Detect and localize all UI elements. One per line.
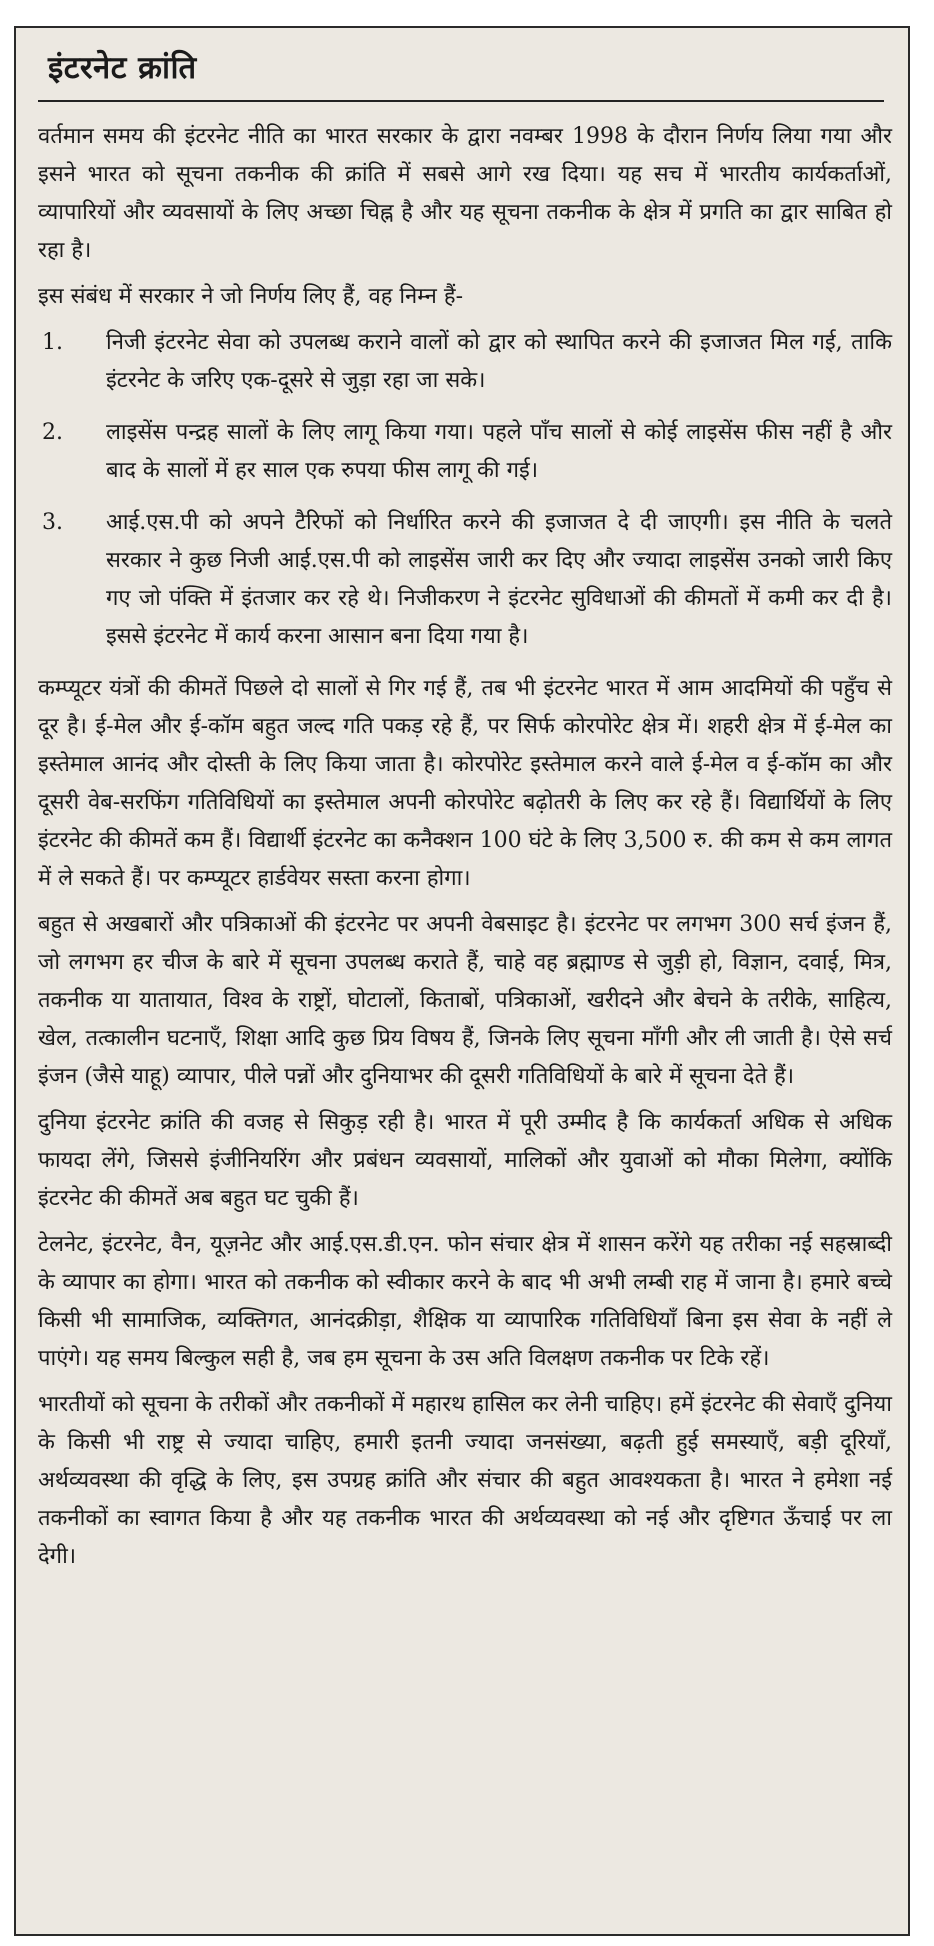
body-paragraph: टेलनेट, इंटरनेट, वैन, यूज़नेट और आई.एस.डी.एन. फोन संचार क्षेत्र में शासन करेंगे यह तरीका नई सहस्राब्दी के व्यापार का होगा। भारत को तकनीक को स्वीकार करने के बाद भी अभी लम्बी राह में जाना है। हमारे बच्चे किसी भी सामाजिक, व्यक्तिगत, आनंदक्रीड़ा, शैक्षिक या व्यापारिक गतिविधियाँ बिना इस सेवा के नहीं ले पाएंगे। यह समय बिल्कुल सही है, जब हम सूचना के उस अति विलक्षण तकनीक पर टिके रहें। — [38, 1232, 892, 1371]
list-item — [38, 504, 892, 656]
page-title: इंटरनेट क्रांति — [48, 50, 197, 86]
list-intro-paragraph: इस संबंध में सरकार ने जो निर्णय लिए हैं, वह निम्न हैं- — [38, 284, 464, 309]
list-item-text: निजी इंटरनेट सेवा को उपलब्ध कराने वालों को द्वार को स्थापित करने की इजाजत मिल गई, ताकि इंटरनेट के जरिए एक-दूसरे से जुड़ा रहा जा सके। — [106, 330, 892, 393]
list-item-text: आई.एस.पी को अपने टैरिफों को निर्धारित करने की इजाजत दे दी जाएगी। इस नीति के चलते सरकार ने कुछ निजी आई.एस.पी को लाइसेंस जारी कर दिए और ज्यादा लाइसेंस उनको जारी किए गए जो पंक्ति में इंतजार कर रहे थे। निजीकरण ने इंटरनेट सुविधाओं की कीमतों में कमी कर दी है। इससे इंटरनेट में कार्य करना आसान बना दिया गया है। — [106, 510, 892, 649]
decision-list — [38, 324, 892, 656]
list-item-number: 2. — [42, 420, 63, 445]
title-underline — [38, 100, 884, 102]
scanned-page — [14, 26, 910, 1936]
list-item — [38, 414, 892, 490]
list-item-text: लाइसेंस पन्द्रह सालों के लिए लागू किया गया। पहले पाँच सालों से कोई लाइसेंस फीस नहीं है और बाद के सालों में हर साल एक रुपया फीस लागू की गई। — [106, 420, 892, 483]
list-item — [38, 324, 892, 400]
intro-paragraph: वर्तमान समय की इंटरनेट नीति का भारत सरकार के द्वारा नवम्बर 1998 के दौरान निर्णय लिया गया और इसने भारत को सूचना तकनीक की क्रांति में सबसे आगे रख दिया। यह सच में भारतीय कार्यकर्ताओं, व्यापारियों और व्यवसायों के लिए अच्छा चिह्न है और यह सूचना तकनीक के क्षेत्र में प्रगति का द्वार साबित हो रहा है। — [38, 124, 892, 263]
body-paragraph: कम्प्यूटर यंत्रों की कीमतें पिछले दो सालों से गिर गई हैं, तब भी इंटरनेट भारत में आम आदमियों की पहुँच से दूर है। ई-मेल और ई-कॉम बहुत जल्द गति पकड़ रहे हैं, पर सिर्फ कोरपोरेट क्षेत्र में। शहरी क्षेत्र में ई-मेल का इस्तेमाल आनंद और दोस्ती के लिए किया जाता है। कोरपोरेट इस्तेमाल करने वाले ई-मेल व ई-कॉम का और दूसरी वेब-सरफिंग गतिविधियों का इस्तेमाल अपनी कोरपोरेट बढ़ोतरी के लिए कर रहे हैं। विद्यार्थियों के लिए इंटरनेट की कीमतें कम हैं। विद्यार्थी इंटरनेट का कनैक्शन 100 घंटे के लिए 3,500 रु. की कम से कम लागत में ले सकते हैं। पर कम्प्यूटर हार्डवेयर सस्ता करना होगा। — [38, 676, 892, 891]
body-paragraph: बहुत से अखबारों और पत्रिकाओं की इंटरनेट पर अपनी वेबसाइट है। इंटरनेट पर लगभग 300 सर्च इंजन हैं, जो लगभग हर चीज के बारे में सूचना उपलब्ध कराते हैं, चाहे वह ब्रह्माण्ड से जुड़ी हो, विज्ञान, दवाई, मित्र, तकनीक या यातायात, विश्व के राष्ट्रों, घोटालों, किताबों, पत्रिकाओं, खरीदने और बेचने के तरीके, साहित्य, खेल, तत्कालीन घटनाएँ, शिक्षा आदि कुछ प्रिय विषय हैं, जिनके लिए सूचना माँगी और ली जाती है। ऐसे सर्च इंजन (जैसे याहू) व्यापार, पीले पन्नों और दुनियाभर की दूसरी गतिविधियों के बारे में सूचना देते हैं। — [38, 912, 892, 1089]
body-paragraph: दुनिया इंटरनेट क्रांति की वजह से सिकुड़ रही है। भारत में पूरी उम्मीद है कि कार्यकर्ता अधिक से अधिक फायदा लेंगे, जिससे इंजीनियरिंग और प्रबंधन व्यवसायों, मालिकों और युवाओं को मौका मिलेगा, क्योंकि इंटरनेट की कीमतें अब बहुत घट चुकी हैं। — [38, 1110, 892, 1211]
body-paragraph: भारतीयों को सूचना के तरीकों और तकनीकों में महारथ हासिल कर लेनी चाहिए। हमें इंटरनेट की सेवाएँ दुनिया के किसी भी राष्ट्र से ज्यादा चाहिए, हमारी इतनी ज्यादा जनसंख्या, बढ़ती हुई समस्याएँ, बड़ी दूरियाँ, अर्थव्यवस्था की वृद्धि के लिए, इस उपग्रह क्रांति और संचार की बहुत आवश्यकता है। भारत ने हमेशा नई तकनीकों का स्वागत किया है और यह तकनीक भारत की अर्थव्यवस्था को नई और दृष्टिगत ऊँचाई पर ला देगी। — [38, 1392, 892, 1569]
list-item-number: 1. — [42, 330, 63, 355]
essay-content — [38, 46, 892, 1584]
list-item-number: 3. — [42, 510, 63, 535]
